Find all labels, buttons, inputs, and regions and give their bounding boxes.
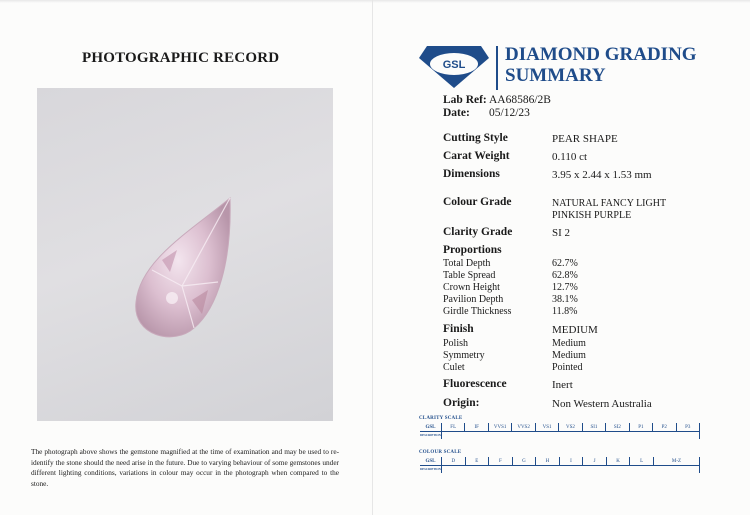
finish-value: MEDIUM [552, 324, 598, 336]
polish-value: Medium [552, 338, 586, 349]
crown-height-value: 12.7% [552, 282, 578, 293]
lab-ref-label: Lab Ref: [443, 94, 487, 106]
fluorescence-label: Fluorescence [443, 378, 507, 390]
pavilion-depth-label: Pavilion Depth [443, 294, 504, 305]
cutting-style-value: PEAR SHAPE [552, 133, 618, 145]
colour-grade: D [442, 457, 466, 465]
colour-grade-label: Colour Grade [443, 196, 512, 208]
title-line-2: SUMMARY [505, 65, 606, 86]
colour-grade: F [489, 457, 513, 465]
clarity-grade: FL [442, 423, 465, 431]
clarity-desc-head: DESCRIPTION [420, 433, 441, 437]
colour-grade: G [513, 457, 537, 465]
colour-scale-head: GSL [420, 457, 442, 465]
polish-label: Polish [443, 338, 469, 349]
colour-grade: M-Z [654, 457, 700, 465]
top-edge [0, 0, 750, 3]
clarity-grade-label: Clarity Grade [443, 226, 513, 238]
colour-grades-row [420, 457, 700, 466]
culet-value: Pointed [552, 362, 583, 373]
clarity-grade-value: SI 2 [552, 227, 571, 239]
clarity-desc-cells [442, 432, 700, 439]
table-spread-label: Table Spread [443, 270, 496, 281]
cutting-style-label: Cutting Style [443, 132, 508, 144]
clarity-grade: VVS1 [489, 423, 512, 431]
fluorescence-value: Inert [552, 379, 573, 391]
colour-grade: E [466, 457, 490, 465]
logo-text: GSL [442, 59, 466, 71]
pavilion-depth-value: 38.1% [552, 294, 578, 305]
colour-desc-head: DESCRIPTION [420, 467, 441, 471]
colour-scale [420, 457, 700, 473]
colour-grade-value-2: PINKISH PURPLE [552, 210, 632, 221]
origin-label: Origin: [443, 397, 480, 409]
colour-grade: I [560, 457, 584, 465]
lab-ref [443, 94, 551, 106]
colour-grade: J [583, 457, 607, 465]
dimensions-value: 3.95 x 2.44 x 1.53 mm [552, 169, 652, 181]
logo-divider [496, 46, 498, 90]
gsl-diamond-logo-icon [419, 42, 489, 90]
fold-line [372, 0, 373, 515]
table-spread-value: 62.8% [552, 270, 578, 281]
clarity-grade: IF [465, 423, 488, 431]
colour-desc-cells [442, 466, 700, 473]
title-line-1: DIAMOND GRADING [505, 44, 697, 65]
clarity-grade: P1 [630, 423, 653, 431]
total-depth-label: Total Depth [443, 258, 491, 269]
colour-scale-title: COLOUR SCALE [419, 450, 462, 455]
clarity-scale-title: CLARITY SCALE [419, 416, 463, 421]
crown-height-label: Crown Height [443, 282, 500, 293]
carat-weight-label: Carat Weight [443, 150, 510, 162]
clarity-scale [420, 423, 700, 439]
clarity-grade: VS2 [559, 423, 582, 431]
clarity-grade: VVS2 [512, 423, 535, 431]
clarity-grade: P2 [653, 423, 676, 431]
pear-diamond-image [122, 190, 242, 350]
symmetry-value: Medium [552, 350, 586, 361]
clarity-grade: SI2 [606, 423, 629, 431]
clarity-grade: SI1 [583, 423, 606, 431]
colour-grade-value-1: NATURAL FANCY LIGHT [552, 198, 667, 209]
colour-grade: K [607, 457, 631, 465]
dimensions-label: Dimensions [443, 168, 500, 180]
photographic-record-title: PHOTOGRAPHIC RECORD [82, 50, 280, 66]
colour-grade: H [536, 457, 560, 465]
girdle-thickness-value: 11.8% [552, 306, 578, 317]
symmetry-label: Symmetry [443, 350, 485, 361]
clarity-grade: P3 [677, 423, 700, 431]
clarity-grades-row [420, 423, 700, 432]
proportions-label: Proportions [443, 244, 502, 256]
finish-label: Finish [443, 323, 474, 335]
colour-desc-row [420, 466, 700, 473]
clarity-desc-row [420, 432, 700, 439]
girdle-thickness-label: Girdle Thickness [443, 306, 512, 317]
carat-weight-value: 0.110 ct [552, 151, 588, 163]
date-value: 05/12/23 [489, 107, 530, 119]
date-label: Date: [443, 107, 470, 119]
clarity-scale-head: GSL [420, 423, 442, 431]
clarity-grade: VS1 [536, 423, 559, 431]
summary-title [505, 44, 697, 86]
origin-value: Non Western Australia [552, 398, 652, 410]
total-depth-value: 62.7% [552, 258, 578, 269]
gem-photo [37, 88, 333, 421]
photo-caption: The photograph above shows the gemstone magnified at the time of examination and may be used to re-identify the stone should the need arise in the future. Due to varying behaviour of some gemstones under different lighting conditions, variations in colour may occur in the photograph when compared to the stone. [31, 447, 339, 488]
culet-label: Culet [443, 362, 465, 373]
date [443, 107, 530, 119]
lab-ref-value: AA68586/2B [489, 94, 551, 106]
colour-grade: L [630, 457, 654, 465]
